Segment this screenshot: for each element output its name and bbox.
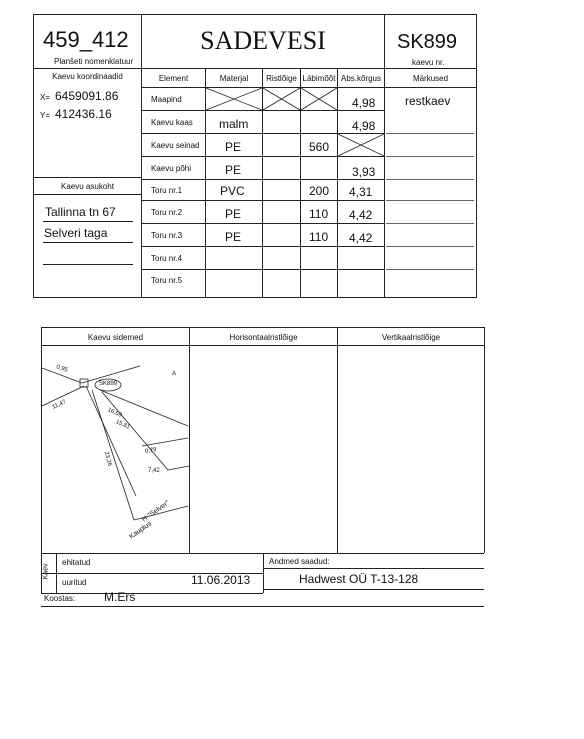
y-value: 412436.16 bbox=[55, 107, 112, 121]
surveyed-label: uuritud bbox=[62, 578, 87, 587]
well-ties-sketch bbox=[42, 346, 189, 552]
row-element: Toru nr.4 bbox=[151, 254, 183, 263]
row-note: restkaev bbox=[405, 94, 451, 108]
row-abs: 4,42 bbox=[349, 231, 373, 245]
well-id: SK899 bbox=[397, 31, 458, 53]
row-element: Kaevu põhi bbox=[151, 164, 192, 173]
survey-date: 11.06.2013 bbox=[191, 573, 251, 587]
row-material: PE bbox=[225, 207, 242, 221]
col-vertical-label: Vertikaalristlõige bbox=[381, 333, 441, 342]
col-ties-label: Kaevu sidemed bbox=[87, 333, 144, 342]
street-label: Kauplus bbox=[128, 520, 154, 541]
row-abs: 4,42 bbox=[349, 208, 373, 222]
col-header-element: Element bbox=[158, 73, 189, 83]
col-header-cross: Ristlõige bbox=[266, 73, 297, 83]
source-value: Hadwest OÜ T-13-128 bbox=[299, 572, 419, 586]
sketch-building-line bbox=[100, 390, 188, 426]
side-label: Kaev bbox=[42, 563, 50, 580]
row-element: Kaevu seinad bbox=[151, 141, 200, 150]
row-element: Toru nr.1 bbox=[151, 186, 183, 195]
row-element: Kaevu kaas bbox=[151, 118, 193, 127]
x-prefix: X= bbox=[40, 93, 51, 102]
dim-label: 11,47 bbox=[51, 399, 68, 411]
row-element: Toru nr.2 bbox=[151, 208, 183, 217]
na-cross-marks bbox=[0, 0, 584, 300]
row-material: malm bbox=[219, 117, 249, 131]
col-header-notes: Märkused bbox=[412, 73, 449, 83]
row-material: PE bbox=[225, 140, 242, 154]
location-label: Kaevu asukoht bbox=[61, 182, 114, 191]
row-diameter: 560 bbox=[309, 140, 330, 154]
row-abs: 4,98 bbox=[352, 119, 376, 133]
col-header-abs: Abs.kõrgus bbox=[340, 73, 382, 83]
row-diameter: 110 bbox=[309, 207, 329, 221]
source-label: Andmed saadud: bbox=[269, 557, 330, 566]
col-horizontal-label: Horisontaalristlõige bbox=[229, 333, 298, 342]
row-abs: 4,98 bbox=[352, 96, 376, 110]
row-material: PVC bbox=[220, 184, 245, 198]
row-diameter: 110 bbox=[309, 230, 329, 244]
author-label: Koostas: bbox=[44, 594, 76, 603]
dim-label: 15,81 bbox=[114, 419, 131, 431]
well-tag: SK899 bbox=[99, 381, 118, 387]
row-element: Toru nr.3 bbox=[151, 231, 183, 240]
dim-label: 23,26 bbox=[102, 450, 113, 468]
row-element: Maapind bbox=[151, 95, 182, 104]
author-value: M.Ers bbox=[104, 590, 136, 604]
row-material: PE bbox=[225, 163, 242, 177]
y-prefix: Y= bbox=[40, 111, 51, 120]
row-material: PE bbox=[225, 230, 242, 244]
sheet-id: 459_412 bbox=[43, 27, 129, 52]
page-title: SADEVESI bbox=[200, 26, 326, 55]
sketch-building-line bbox=[102, 392, 168, 470]
dim-label: 0,79 bbox=[144, 447, 158, 455]
sheet-label: Planšeti nomenklatuur bbox=[54, 57, 134, 66]
row-abs: 3,93 bbox=[352, 165, 376, 179]
sketch-building-line bbox=[142, 438, 188, 446]
location-line1: Tallinna tn 67 bbox=[45, 205, 116, 219]
coords-label: Kaevu koordinaadid bbox=[52, 72, 123, 81]
built-label: ehitatud bbox=[62, 558, 91, 567]
sketch-building-line bbox=[168, 466, 189, 470]
dim-label: 16,59 bbox=[106, 407, 123, 419]
row-abs: 4,31 bbox=[349, 185, 373, 199]
building-label: H "Selver" bbox=[140, 499, 171, 524]
col-header-diameter: Läbimõõt bbox=[302, 73, 336, 83]
col-header-material: Materjal bbox=[219, 73, 249, 83]
row-diameter: 200 bbox=[309, 184, 330, 198]
row-element: Toru nr.5 bbox=[151, 276, 183, 285]
x-value: 6459091.86 bbox=[55, 89, 119, 103]
location-line2: Selveri taga bbox=[44, 226, 108, 240]
mark-a: A bbox=[172, 371, 177, 377]
dim-label: 0,95 bbox=[55, 364, 69, 374]
well-label: kaevu nr. bbox=[412, 58, 445, 67]
dim-label: 7,42 bbox=[148, 468, 160, 474]
